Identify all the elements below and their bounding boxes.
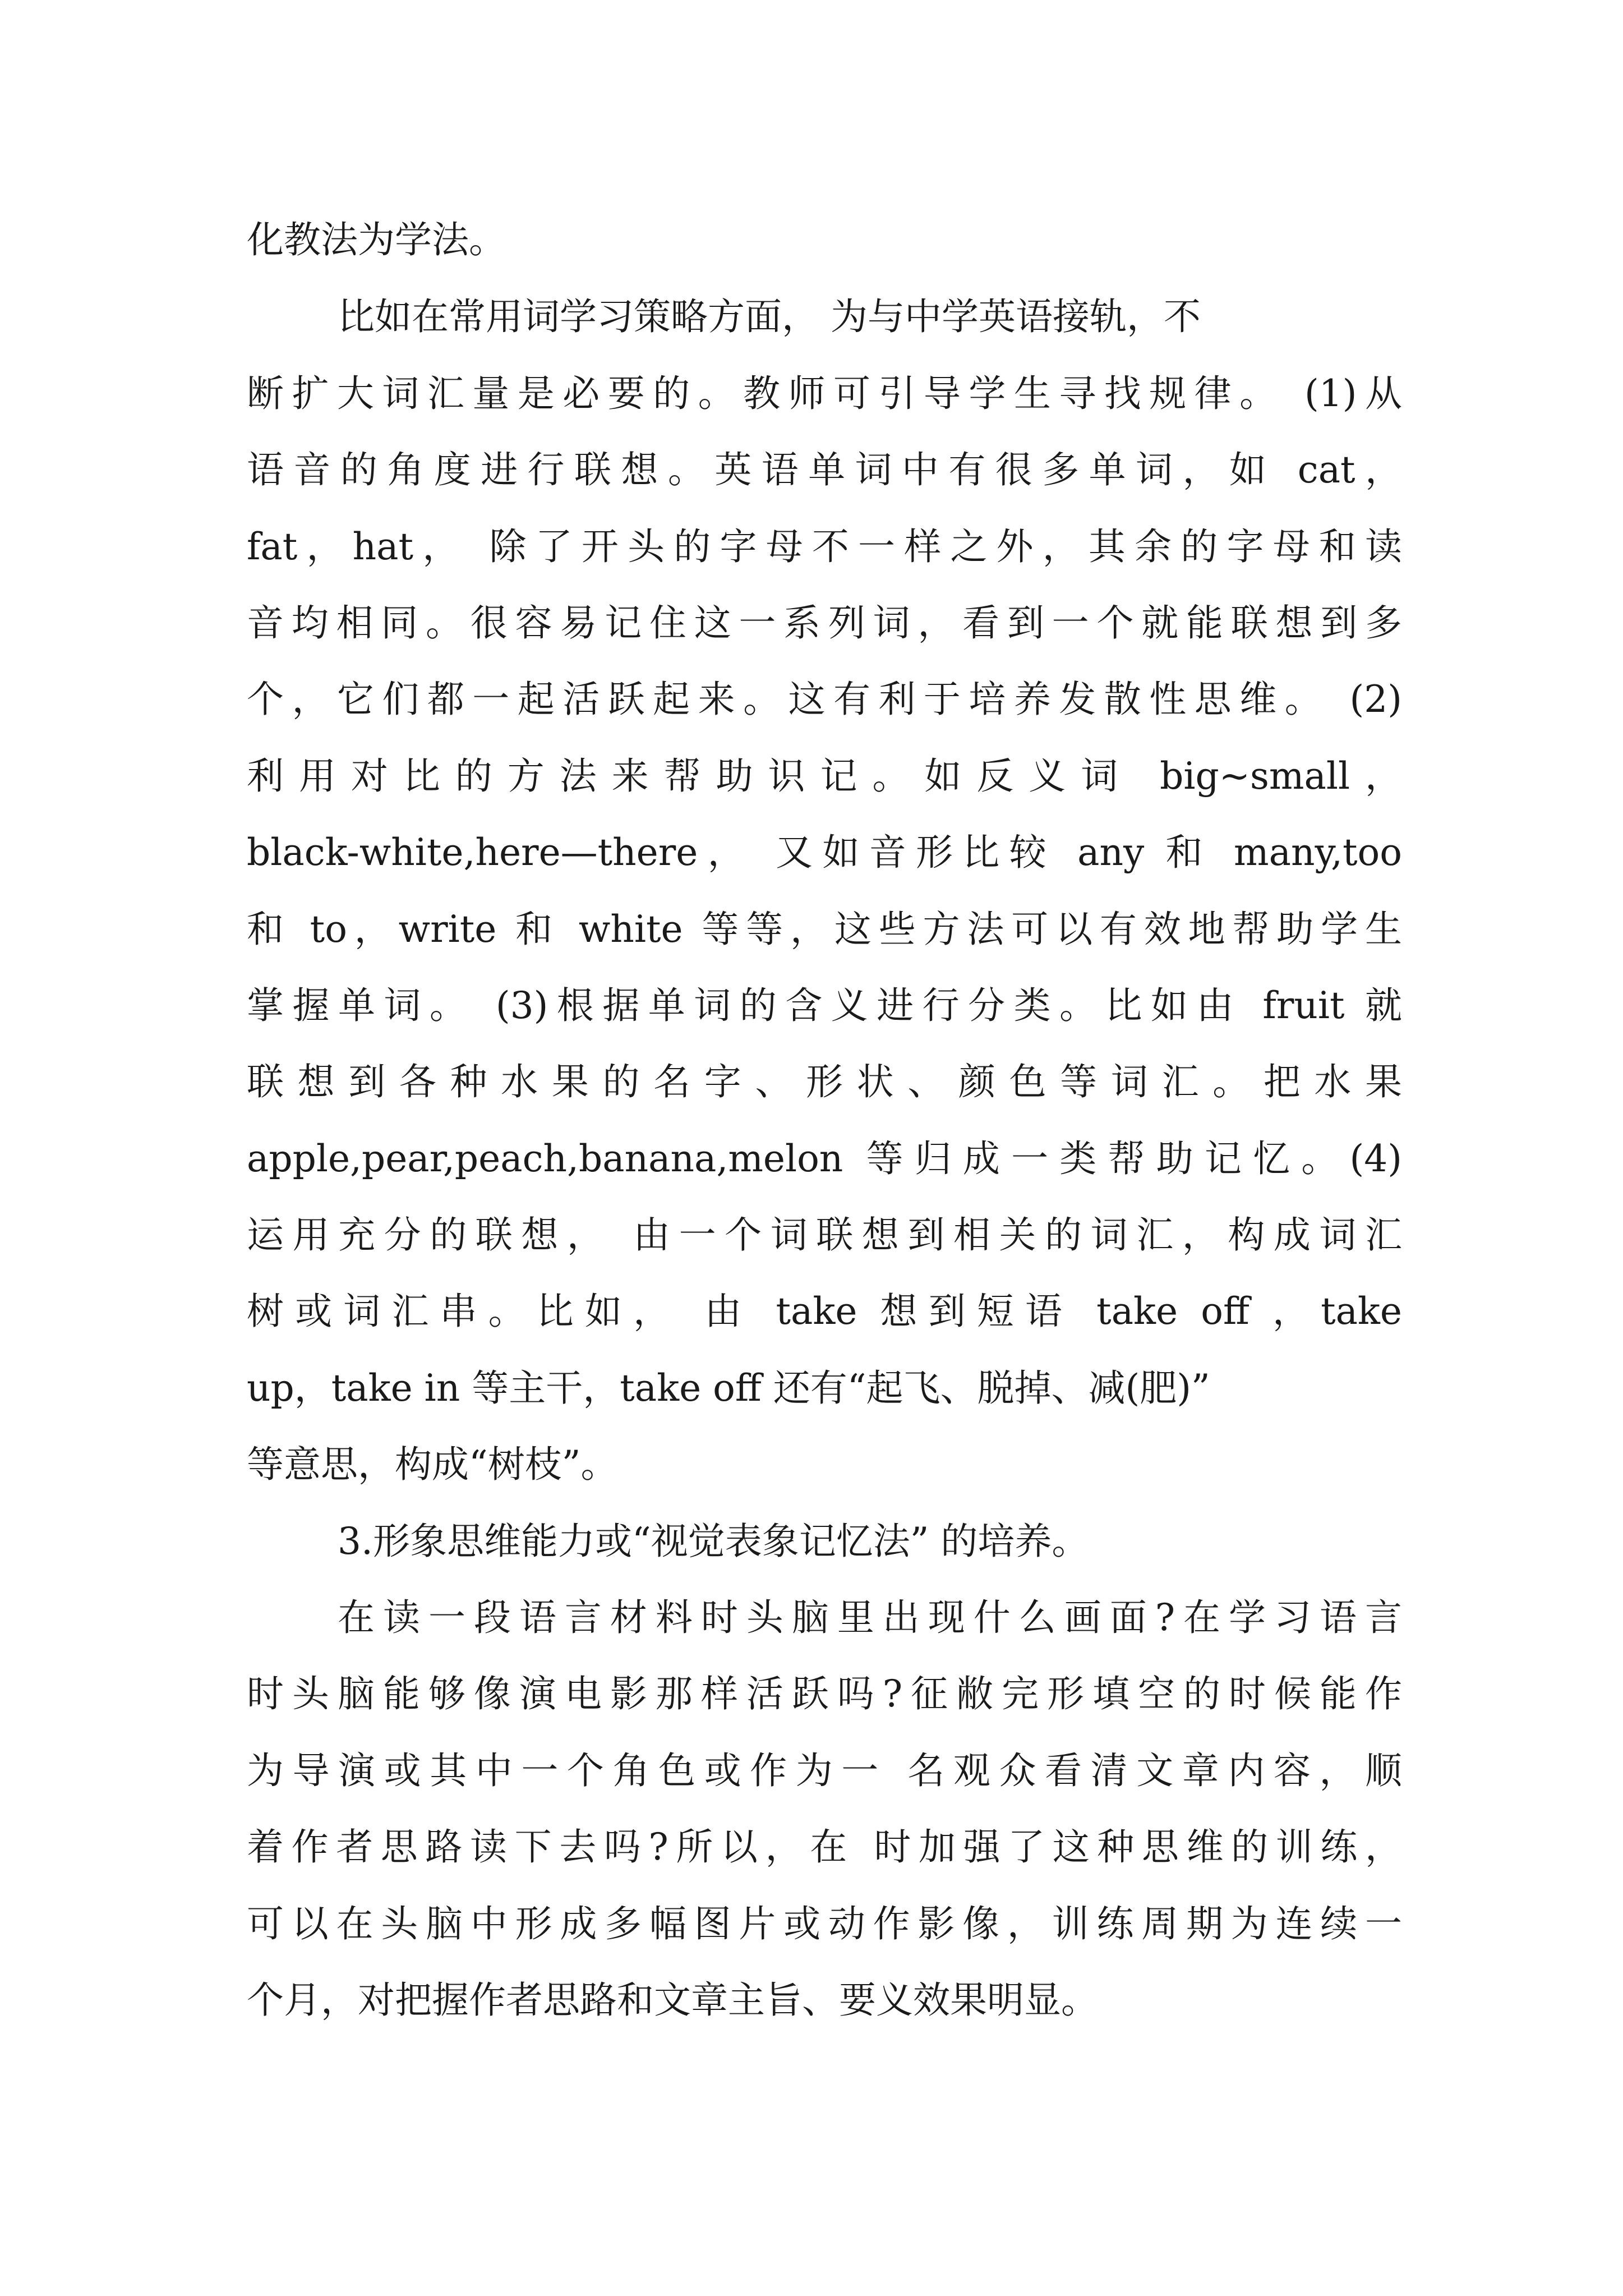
text-line: 为导演或其中一个角色或作为一 名观众看清文章内容，顺 (247, 1749, 1402, 1792)
text-line: 联想到各种水果的名字、形状、颜色等词汇。把水果 (247, 1060, 1402, 1103)
text-line: 可以在头脑中形成多幅图片或动作影像，训练周期为连续一 (247, 1902, 1402, 1945)
text-line: 化教法为学法。 (247, 218, 506, 261)
text-line: apple,pear,peach,banana,melon 等归成一类帮助记忆。(4) (247, 1137, 1402, 1180)
text-line: 着作者思路读下去吗?所以，在 时加强了这种思维的训练， (247, 1825, 1402, 1869)
text-line: 语音的角度进行联想。英语单词中有很多单词，如 cat， (247, 448, 1402, 491)
text-line: 音均相同。很容易记住这一系列词，看到一个就能联想到多 (247, 601, 1402, 645)
text-line: 掌握单词。 (3)根据单词的含义进行分类。比如由 fruit 就 (247, 984, 1402, 1027)
text-line: 断扩大词汇量是必要的。教师可引导学生寻找规律。 (1)从 (247, 372, 1402, 415)
text-line: 和 to，write 和 white 等等，这些方法可以有效地帮助学生 (247, 908, 1402, 951)
text-line: black-white,here—there， 又如音形比较 any 和 many,too (247, 831, 1402, 874)
text-line: 树或词汇串。比如， 由 take 想到短语 take off ，take (247, 1290, 1402, 1333)
paragraph-start-line: 在读一段语言材料时头脑里出现什么画面?在学习语言 (338, 1596, 1402, 1639)
text-line: 等意思，构成“树枝”。 (247, 1443, 618, 1486)
text-line: 时头脑能够像演电影那样活跃吗?征敝完形填空的时候能作 (247, 1672, 1402, 1715)
text-line: 利用对比的方法来帮助识记。如反义词 big~small， (247, 754, 1402, 798)
text-line: fat，hat， 除了开头的字母不一样之外，其余的字母和读 (247, 525, 1402, 568)
text-line: 运用充分的联想， 由一个词联想到相关的词汇，构成词汇 (247, 1213, 1402, 1257)
text-line: 个月，对把握作者思路和文章主旨、要义效果明显。 (247, 1978, 1098, 2022)
paragraph-start-line: 比如在常用词学习策略方面， 为与中学英语接轨，不 (338, 295, 1201, 338)
text-line: 个，它们都一起活跃起来。这有利于培养发散性思维。 (2) (247, 678, 1402, 721)
section-heading: 3.形象思维能力或“视觉表象记忆法” 的培养。 (338, 1520, 1089, 1563)
text-line: up，take in 等主干，take off 还有“起飞、脱掉、减(肥)” (247, 1366, 1210, 1410)
